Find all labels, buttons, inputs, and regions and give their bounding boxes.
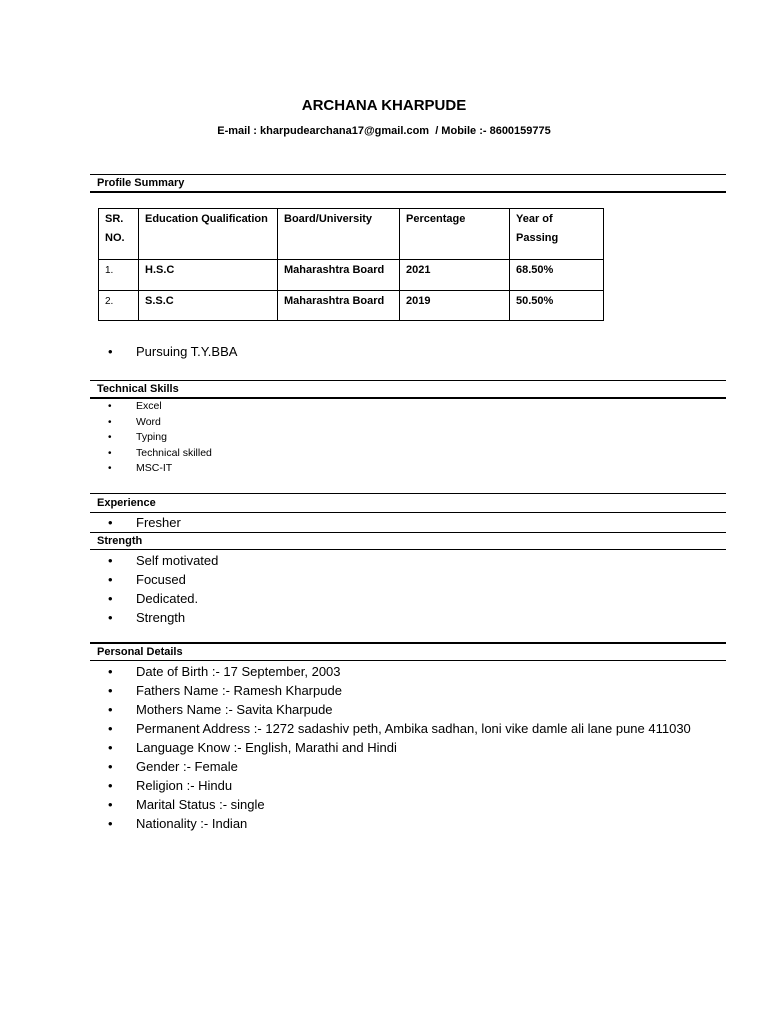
section-divider <box>90 493 726 494</box>
table-header-row <box>99 209 604 260</box>
table-cell: 2. <box>99 291 139 321</box>
technical-skills-list <box>108 399 708 477</box>
list-item: • Nationality :- Indian <box>108 814 698 833</box>
list-item: • Typing <box>108 430 708 446</box>
list-item: • Date of Birth :- 17 September, 2003 <box>108 662 698 681</box>
table-cell: 68.50% <box>510 260 604 291</box>
section-divider <box>90 532 726 533</box>
table-header-cell: Year of Passing <box>510 209 604 260</box>
strength-heading: Strength <box>97 535 143 547</box>
table-cell: Maharashtra Board <box>278 291 400 321</box>
table-cell: S.S.C <box>139 291 278 321</box>
section-divider <box>90 660 726 661</box>
list-item: • Gender :- Female <box>108 757 698 776</box>
table-cell: Maharashtra Board <box>278 260 400 291</box>
section-divider <box>90 642 726 644</box>
education-table <box>98 208 604 321</box>
list-item: • Pursuing T.Y.BBA <box>108 342 708 361</box>
table-cell: H.S.C <box>139 260 278 291</box>
list-item: • Fresher <box>108 513 708 532</box>
pursuing-list <box>108 342 708 361</box>
list-item: • MSC-IT <box>108 461 708 477</box>
table-header-cell: Percentage <box>400 209 510 260</box>
table-header-cell: Board/University <box>278 209 400 260</box>
table-cell: 2021 <box>400 260 510 291</box>
list-item: • Permanent Address :- 1272 sadashiv peth, Ambika sadhan, loni vike damle ali lane pune 411030 <box>108 719 698 738</box>
section-divider <box>90 191 726 193</box>
list-item: • Self motivated <box>108 551 708 570</box>
strength-list <box>108 551 708 627</box>
section-divider <box>90 380 726 381</box>
personal-details-list <box>108 662 698 833</box>
table-cell: 2019 <box>400 291 510 321</box>
table-cell: 50.50% <box>510 291 604 321</box>
technical-skills-heading: Technical Skills <box>97 383 179 395</box>
experience-heading: Experience <box>97 497 156 509</box>
list-item: • Fathers Name :- Ramesh Kharpude <box>108 681 698 700</box>
table-header-cell: SR. NO. <box>99 209 139 260</box>
list-item: • Religion :- Hindu <box>108 776 698 795</box>
profile-summary-heading: Profile Summary <box>97 177 185 189</box>
resume-name: ARCHANA KHARPUDE <box>301 97 467 114</box>
list-item: • Language Know :- English, Marathi and Hindi <box>108 738 698 757</box>
list-item: • Technical skilled <box>108 446 708 462</box>
list-item: • Word <box>108 415 708 431</box>
table-row <box>99 260 604 291</box>
list-item: • Mothers Name :- Savita Kharpude <box>108 700 698 719</box>
section-divider <box>90 549 726 550</box>
section-divider <box>90 174 726 175</box>
table-row <box>99 291 604 321</box>
list-item: • Dedicated. <box>108 589 708 608</box>
list-item: • Excel <box>108 399 708 415</box>
list-item: • Marital Status :- single <box>108 795 698 814</box>
table-cell: 1. <box>99 260 139 291</box>
personal-details-heading: Personal Details <box>97 646 183 658</box>
list-item: • Focused <box>108 570 708 589</box>
experience-list <box>108 513 708 532</box>
list-item: • Strength <box>108 608 708 627</box>
contact-line: E-mail : kharpudearchana17@gmail.com / Mobile :- 8600159775 <box>217 125 551 137</box>
table-header-cell: Education Qualification <box>139 209 278 260</box>
